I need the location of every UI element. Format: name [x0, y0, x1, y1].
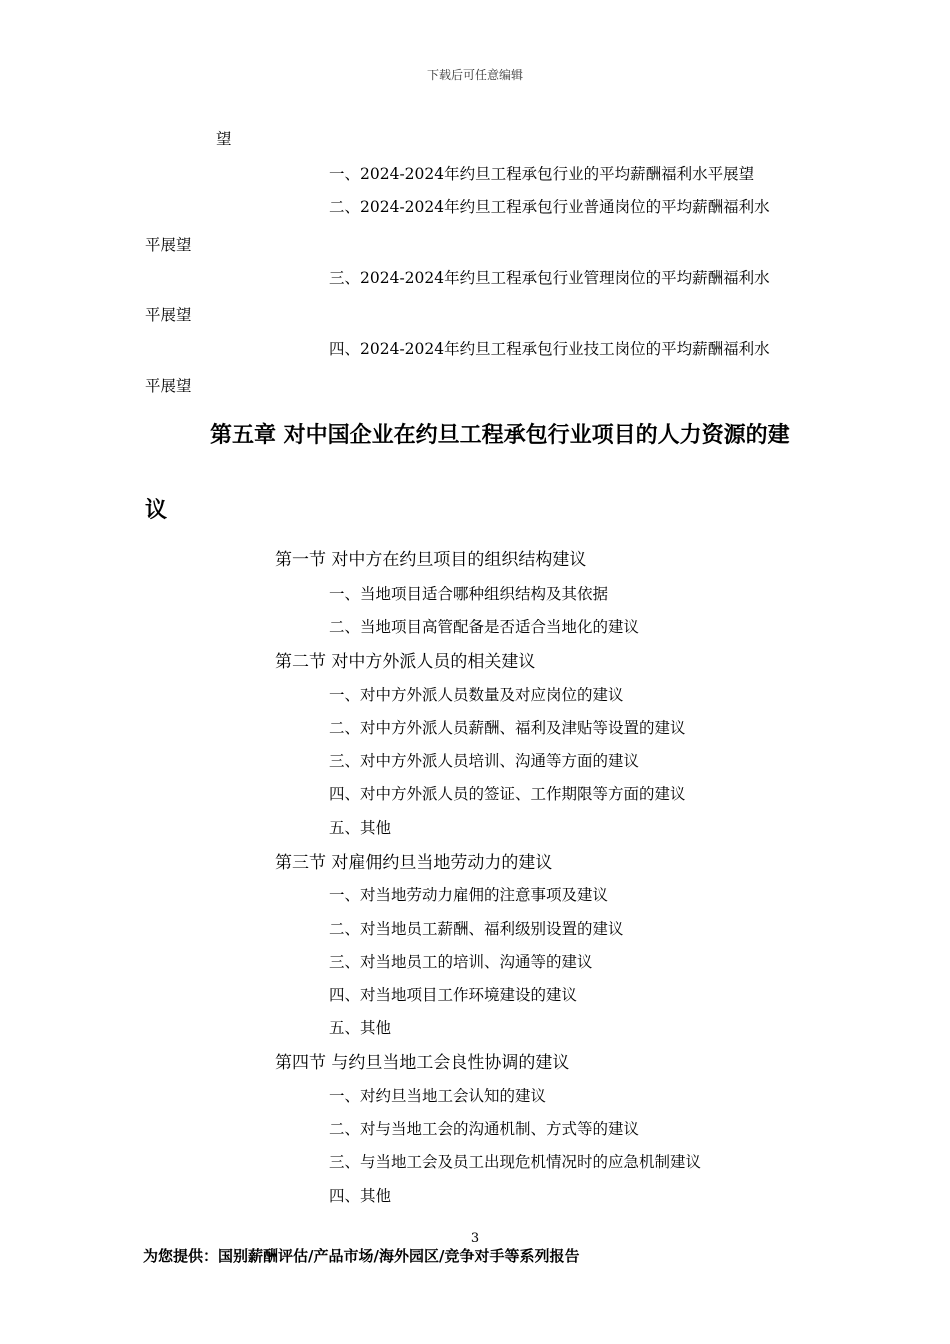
- toc-item-wrap[interactable]: 平展望: [145, 236, 192, 254]
- chapter-heading[interactable]: 第五章 对中国企业在约旦工程承包行业项目的人力资源的建: [210, 423, 790, 448]
- toc-item-wrap[interactable]: 平展望: [145, 306, 192, 324]
- toc-item[interactable]: 四、2024-2024年约旦工程承包行业技工岗位的平均薪酬福利水: [329, 340, 770, 358]
- toc-item-wrap[interactable]: 平展望: [145, 377, 192, 395]
- toc-item[interactable]: 三、对中方外派人员培训、沟通等方面的建议: [329, 752, 640, 770]
- toc-item[interactable]: 一、对当地劳动力雇佣的注意事项及建议: [329, 886, 609, 904]
- toc-section[interactable]: 第一节 对中方在约旦项目的组织结构建议: [275, 550, 587, 570]
- toc-item[interactable]: 二、对中方外派人员薪酬、福利及津贴等设置的建议: [329, 719, 686, 737]
- toc-item[interactable]: 一、2024-2024年约旦工程承包行业的平均薪酬福利水平展望: [329, 165, 755, 183]
- chapter-heading-wrap[interactable]: 议: [145, 498, 168, 523]
- toc-item[interactable]: 一、对中方外派人员数量及对应岗位的建议: [329, 686, 624, 704]
- page-header: 下载后可任意编辑: [426, 68, 523, 82]
- toc-item[interactable]: 二、2024-2024年约旦工程承包行业普通岗位的平均薪酬福利水: [329, 198, 770, 216]
- toc-section[interactable]: 第二节 对中方外派人员的相关建议: [275, 652, 536, 672]
- toc-item[interactable]: 一、当地项目适合哪种组织结构及其依据: [329, 585, 609, 603]
- page-number: 3: [470, 1231, 480, 1246]
- toc-section[interactable]: 第三节 对雇佣约旦当地劳动力的建议: [275, 853, 553, 873]
- toc-item[interactable]: 五、其他: [329, 1019, 392, 1037]
- toc-item[interactable]: 三、对当地员工的培训、沟通等的建议: [329, 953, 593, 971]
- toc-item[interactable]: 四、其他: [329, 1187, 392, 1205]
- toc-item[interactable]: 三、2024-2024年约旦工程承包行业管理岗位的平均薪酬福利水: [329, 269, 770, 287]
- toc-item[interactable]: 三、与当地工会及员工出现危机情况时的应急机制建议: [329, 1153, 702, 1171]
- toc-item[interactable]: 四、对当地项目工作环境建设的建议: [329, 986, 578, 1004]
- toc-section[interactable]: 第四节 与约旦当地工会良性协调的建议: [275, 1053, 570, 1073]
- toc-item[interactable]: 五、其他: [329, 819, 392, 837]
- toc-item[interactable]: 二、当地项目高管配备是否适合当地化的建议: [329, 618, 640, 636]
- toc-item[interactable]: 一、对约旦当地工会认知的建议: [329, 1087, 547, 1105]
- toc-item[interactable]: 二、对当地员工薪酬、福利级别设置的建议: [329, 920, 624, 938]
- toc-continuation: 望: [216, 130, 232, 148]
- toc-item[interactable]: 二、对与当地工会的沟通机制、方式等的建议: [329, 1120, 640, 1138]
- page-footer: 为您提供：国别薪酬评估/产品市场/海外园区/竞争对手等系列报告: [143, 1247, 580, 1265]
- toc-item[interactable]: 四、对中方外派人员的签证、工作期限等方面的建议: [329, 785, 686, 803]
